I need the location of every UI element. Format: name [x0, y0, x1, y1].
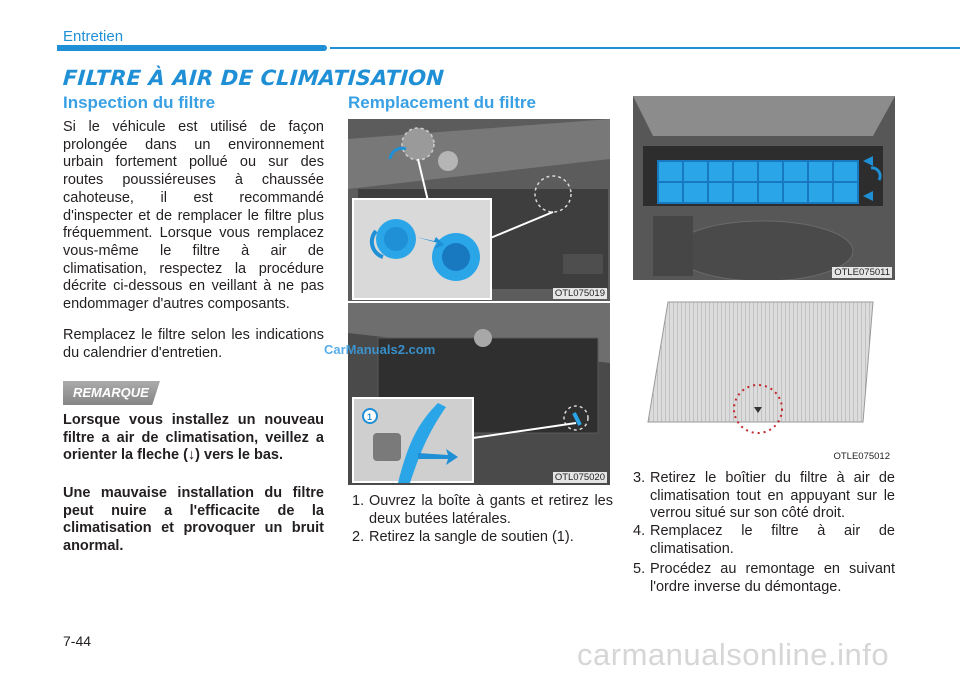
photo-code-1: OTL075019 — [554, 288, 605, 299]
photo-code-2: OTL075020 — [554, 472, 605, 483]
note-paragraph-1: Lorsque vous installez un nouveau filtre a air de climatisation, veillez a orienter la fleche (↓) vers le bas. — [63, 412, 324, 464]
photo-code-3: OTLE075011 — [834, 267, 890, 278]
replacement-heading: Remplacement du filtre — [348, 93, 536, 112]
step-4-text: Remplacez le filtre à air de climatisation. — [650, 523, 895, 557]
support-strap-illustration — [348, 303, 610, 485]
inspection-paragraph-1: Si le véhicule est utilisé de façon prolongée dans un environnement urbain fortement pollué ou sur des routes poussiéreuses à chaussée cahoteuse, il est recommandé d'inspecter et de remplacer le filtre plus fréquemment. Lorsque vous remplacez vous-même le filtre à air de climatisation, respectez la procédure décrite ci-dessous en veillant à ne pas endommager d'autres composants. — [63, 119, 324, 313]
page-title: FILTRE À AIR DE CLIMATISATION — [62, 66, 445, 90]
inspection-heading: Inspection du filtre — [63, 93, 216, 112]
step-3-number: 3. — [633, 470, 646, 486]
step-5-number: 5. — [633, 561, 646, 577]
section-label: Entretien — [63, 28, 124, 45]
glovebox-stoppers-illustration — [348, 119, 610, 301]
new-filter-illustration — [633, 282, 895, 464]
photo-new-filter — [633, 282, 895, 464]
filter-housing-illustration — [633, 96, 895, 280]
step-5-text: Procédez au remontage en suivant l'ordre inverse du démontage. — [650, 561, 895, 595]
page-number: 7-44 — [63, 633, 92, 649]
photo-filter-housing — [633, 96, 895, 280]
inline-watermark: CarManuals2.com — [324, 342, 436, 357]
photo-code-4: OTLE075012 — [833, 451, 890, 462]
step-2-number: 2. — [352, 529, 365, 545]
site-watermark: carmanualsonline.info — [577, 637, 890, 672]
step-4-number: 4. — [633, 523, 646, 539]
note-paragraph-2: Une mauvaise installation du filtre peut nuire a l'efficacite de la climatisation et provoquer un bruit anormal. — [63, 485, 324, 555]
note-badge-label: REMARQUE — [73, 385, 149, 400]
step-3-text: Retirez le boîtier du filtre à air de climatisation tout en appuyant sur le verrou situé sur son côté droit. — [650, 470, 895, 522]
header-rule-thick — [57, 45, 327, 51]
header-rule-thin — [330, 47, 960, 49]
photo-glovebox-stoppers — [348, 119, 610, 301]
inspection-paragraph-2: Remplacez le filtre selon les indications du calendrier d'entretien. — [63, 327, 324, 361]
step-1-number: 1. — [352, 493, 365, 509]
photo-support-strap — [348, 303, 610, 485]
step-2-text: Retirez la sangle de soutien (1). — [369, 529, 574, 545]
step-1-text: Ouvrez la boîte à gants et retirez les deux butées latérales. — [369, 493, 613, 527]
callout-number: 1 — [367, 412, 373, 422]
